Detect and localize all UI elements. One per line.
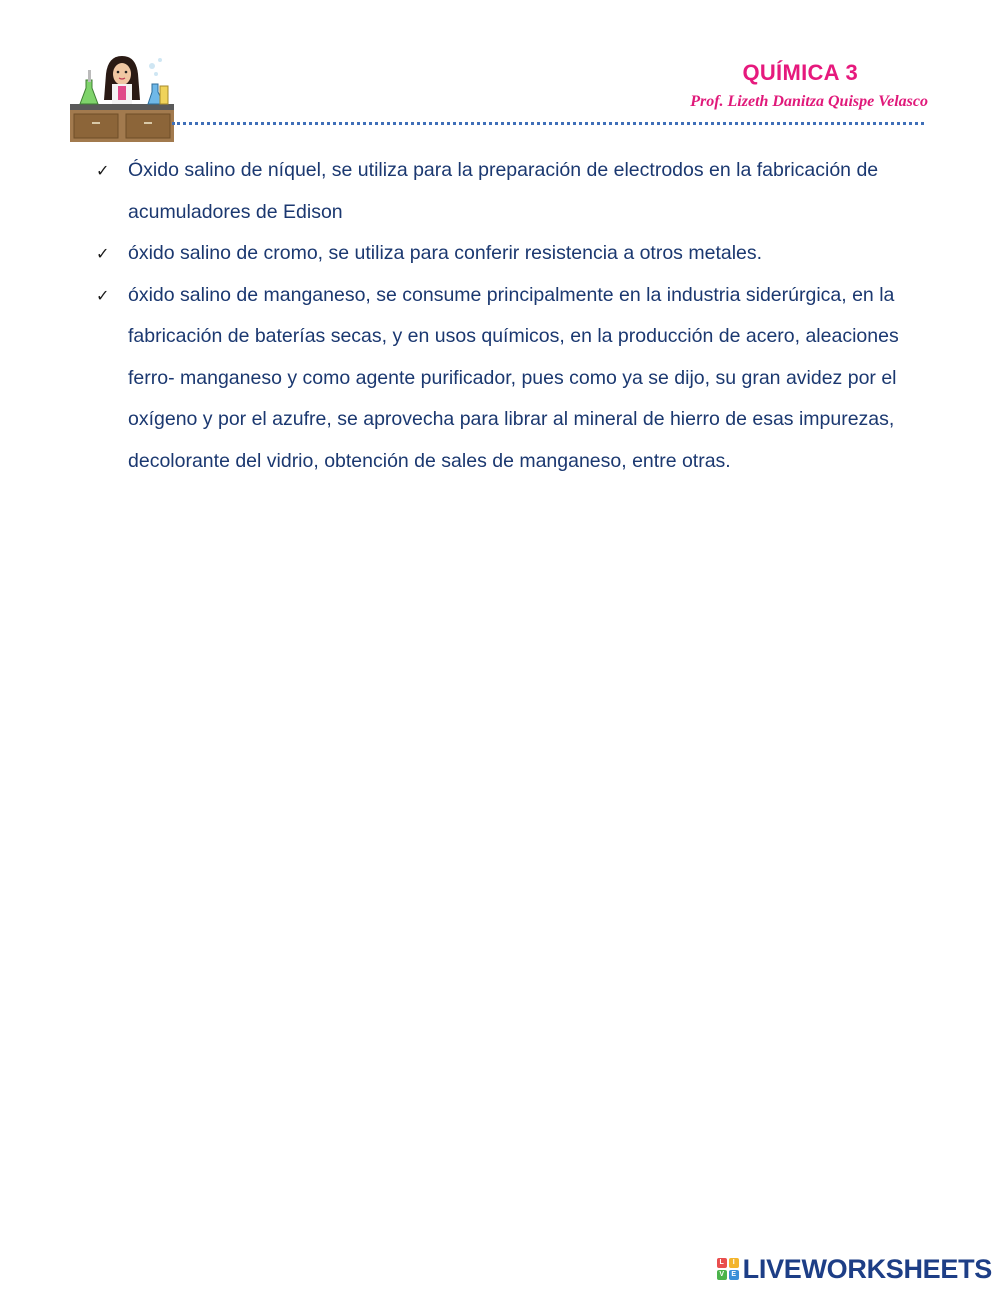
header-divider — [172, 122, 924, 125]
list-item-text: óxido salino de manganeso, se consume principalmente en la industria siderúrgica, en la fabricación de baterías secas, y en usos químicos, en la producción de acero, aleaciones ferro- manganeso y como agente purificador, pues como ya se dijo, su gran avidez por el oxígeno y por el azufre, se aprovecha para librar al mineral de hierro de esas impurezas, decolorante del vidrio, obtención de sales de manganeso, entre otras. — [128, 283, 899, 472]
list-item-text: óxido salino de cromo, se utiliza para conferir resistencia a otros metales. — [128, 242, 763, 264]
list-item-chromium-oxide — [96, 233, 926, 275]
checkmark-icon: ✓ — [96, 285, 110, 305]
logo-block-letter: V — [717, 1270, 727, 1280]
checkmark-icon: ✓ — [96, 161, 110, 180]
logo-block-letter: L — [717, 1258, 727, 1268]
list-item-manganese-oxide — [96, 275, 926, 483]
oxide-uses-list — [96, 150, 926, 482]
chemistry-lab-illustration-icon — [68, 52, 176, 142]
list-item-nickel-oxide — [96, 150, 926, 233]
logo-block-letter: E — [729, 1270, 739, 1280]
liveworksheets-logo — [717, 1253, 992, 1285]
logo-text: LIVEWORKSHEETS — [742, 1253, 992, 1284]
logo-blocks-icon — [717, 1258, 739, 1280]
checkmark-icon: ✓ — [96, 244, 110, 263]
teacher-name: Prof. Lizeth Danitza Quispe Velasco — [690, 93, 928, 110]
subject-title: QUÍMICA 3 — [742, 60, 858, 85]
page-header — [0, 0, 1000, 150]
list-item-text: Óxido salino de níquel, se utiliza para la preparación de electrodos en la fabricación de acumuladores de Edison — [128, 159, 879, 223]
logo-block-letter: I — [729, 1258, 739, 1268]
